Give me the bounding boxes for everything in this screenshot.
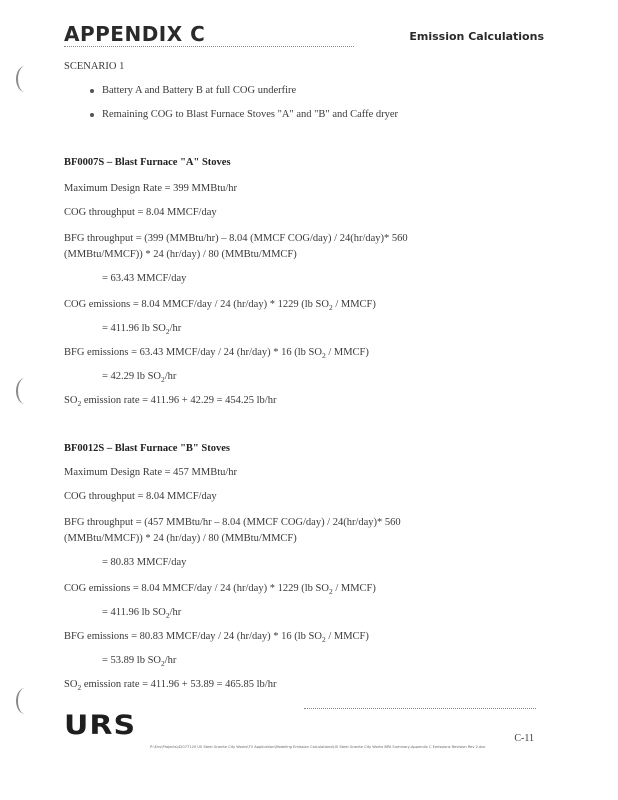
stoves-a-bfg-formula: BFG throughput = (399 (MMBtu/hr) – 8.04 (MMCF COG/day) / 24(hr/day)* 560 — [64, 233, 408, 244]
stoves-b-bfg-emissions: BFG emissions = 80.83 MMCF/day / 24 (hr/day) * 16 (lb $SO_2$ / MMCF) — [64, 631, 369, 645]
bullet-text: Remaining COG to Blast Furnace Stoves "A" and "B" and Caffe dryer — [102, 109, 399, 120]
stoves-a-bfg-formula-cont: (MMBtu/MMCF)) * 24 (hr/day) / 80 (MMBtu/MMCF) — [64, 249, 297, 260]
binder-hole-middle — [16, 378, 34, 404]
stoves-b-max-rate: Maximum Design Rate = 457 MMBtu/hr — [64, 467, 238, 478]
section-title: Emission Calculations — [409, 30, 544, 43]
bullet-dot-icon — [90, 89, 94, 93]
stoves-b-so2-rate: $SO_2$ emission rate = 411.96 + 53.89 = 465.85 lb/hr — [64, 679, 277, 693]
bullet-dot-icon — [90, 113, 94, 117]
stoves-a-cog-emissions: COG emissions = 8.04 MMCF/day / 24 (hr/day) * 1229 (lb $SO_2$ / MMCF) — [64, 299, 376, 313]
page-number: C-11 — [514, 733, 534, 744]
stoves-b-bfg-result: = 80.83 MMCF/day — [102, 557, 187, 568]
stoves-a-so2-rate: $SO_2$ emission rate = 411.96 + 42.29 = 454.25 lb/hr — [64, 395, 277, 409]
stoves-a-heading: BF0007S – Blast Furnace "A" Stoves — [64, 157, 231, 168]
scenario-bullet — [90, 108, 398, 121]
stoves-b-bfg-formula-cont: (MMBtu/MMCF)) * 24 (hr/day) / 80 (MMBtu/MMCF) — [64, 533, 297, 544]
stoves-b-cog-emissions: COG emissions = 8.04 MMCF/day / 24 (hr/day) * 1229 (lb $SO_2$ / MMCF) — [64, 583, 376, 597]
stoves-a-cog-emissions-result: = 411.96 lb $SO_2/hr$ — [102, 323, 182, 337]
stoves-a-cog-throughput: COG throughput = 8.04 MMCF/day — [64, 207, 217, 218]
footer-file-path: P:\Env\Projects\42077120 US Steel Granite City Works\TV Application\Modeling Emission Calculations\US Steel Granite City Works BPA Summary-Appendix C Emissions Revision Rev 2.doc — [150, 745, 486, 749]
stoves-a-bfg-result: = 63.43 MMCF/day — [102, 273, 187, 284]
footer-divider — [304, 708, 536, 709]
scenario-title: SCENARIO 1 — [64, 61, 125, 72]
stoves-a-bfg-emissions-result: = 42.29 lb $SO_2/hr$ — [102, 371, 177, 385]
stoves-b-bfg-emissions-result: = 53.89 lb $SO_2/hr$ — [102, 655, 177, 669]
stoves-b-heading: BF0012S – Blast Furnace "B" Stoves — [64, 443, 230, 454]
stoves-b-cog-emissions-result: = 411.96 lb $SO_2/hr$ — [102, 607, 182, 621]
binder-hole-bottom — [16, 688, 34, 714]
bullet-text: Battery A and Battery B at full COG underfire — [102, 85, 297, 96]
urs-logo: URS — [64, 709, 137, 742]
stoves-b-bfg-formula: BFG throughput = (457 MMBtu/hr – 8.04 (MMCF COG/day) / 24(hr/day)* 560 — [64, 517, 401, 528]
scenario-bullet — [90, 84, 296, 97]
stoves-a-bfg-emissions: BFG emissions = 63.43 MMCF/day / 24 (hr/day) * 16 (lb $SO_2$ / MMCF) — [64, 347, 369, 361]
binder-hole-top — [16, 66, 34, 92]
header-divider — [64, 46, 354, 47]
stoves-a-max-rate: Maximum Design Rate = 399 MMBtu/hr — [64, 183, 238, 194]
stoves-b-cog-throughput: COG throughput = 8.04 MMCF/day — [64, 491, 217, 502]
appendix-label: APPENDIX C — [64, 22, 206, 46]
